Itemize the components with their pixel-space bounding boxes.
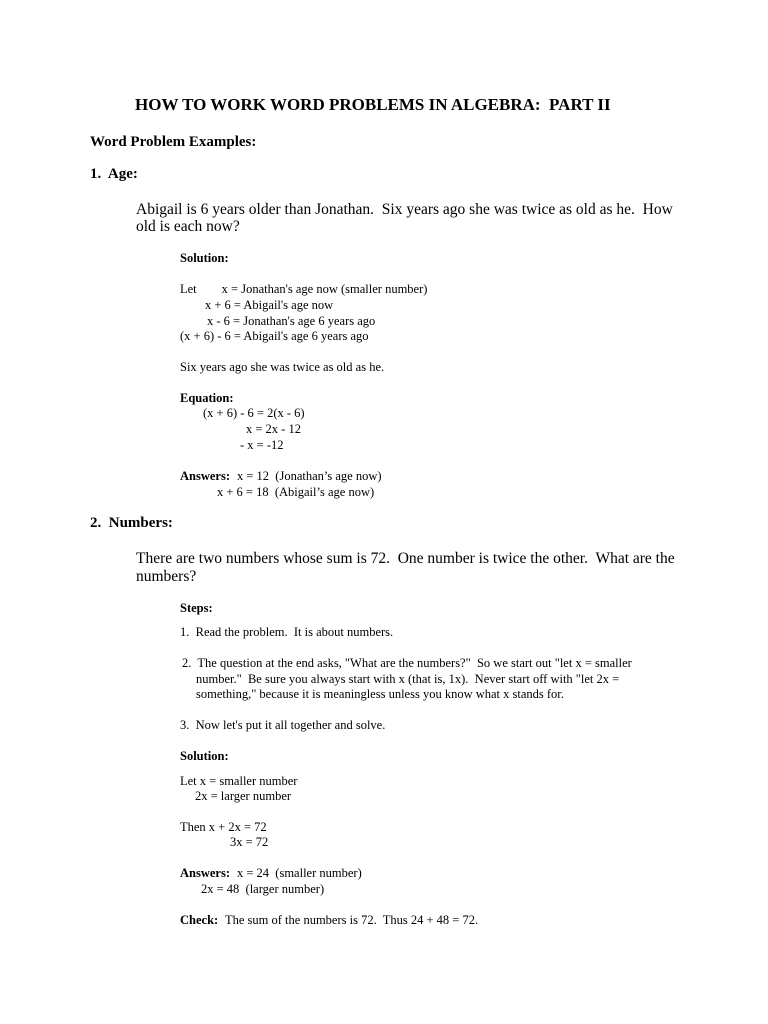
age-let-line-3: x - 6 = Jonathan's age 6 years ago: [207, 314, 376, 328]
section-numbers-heading: 2. Numbers:: [90, 515, 173, 531]
numbers-steps-label: Steps:: [180, 601, 213, 615]
numbers-answer-line-1: x = 24 (smaller number): [237, 866, 362, 880]
numbers-problem-line-2: numbers?: [136, 568, 197, 585]
step-2-line-1: 2. The question at the end asks, "What are the numbers?" So we start out "let x = smaller: [182, 656, 632, 670]
examples-heading: Word Problem Examples:: [90, 134, 257, 150]
age-answers-label: Answers:: [180, 469, 230, 483]
age-let-line-4: (x + 6) - 6 = Abigail's age 6 years ago: [180, 329, 369, 343]
numbers-let-line-1: Let x = smaller number: [180, 774, 298, 788]
age-equation-label: Equation:: [180, 391, 234, 405]
numbers-solution-label: Solution:: [180, 749, 229, 763]
numbers-then-line-1: Then x + 2x = 72: [180, 820, 267, 834]
age-let-line-1: Let x = Jonathan's age now (smaller number): [180, 282, 428, 296]
numbers-then-line-2: 3x = 72: [230, 835, 269, 849]
page-title: HOW TO WORK WORD PROBLEMS IN ALGEBRA: PART II: [135, 95, 611, 114]
numbers-check-label: Check:: [180, 913, 219, 927]
age-equation-line-2: x = 2x - 12: [246, 422, 301, 436]
numbers-let-line-2: 2x = larger number: [195, 789, 292, 803]
age-problem-line-2: old is each now?: [136, 218, 240, 235]
step-3: 3. Now let's put it all together and solve.: [180, 718, 386, 732]
numbers-answer-line-2: 2x = 48 (larger number): [201, 882, 325, 896]
age-statement: Six years ago she was twice as old as he.: [180, 360, 385, 374]
age-equation-line-1: (x + 6) - 6 = 2(x - 6): [203, 406, 305, 420]
age-equation-line-3: - x = -12: [240, 438, 284, 452]
age-solution-label: Solution:: [180, 251, 229, 265]
step-2-line-3: something," because it is meaningless unless you know what x stands for.: [196, 687, 564, 701]
section-age-heading: 1. Age:: [90, 166, 138, 182]
age-let-line-2: x + 6 = Abigail's age now: [205, 298, 334, 312]
numbers-check-text: The sum of the numbers is 72. Thus 24 + 48 = 72.: [225, 913, 479, 927]
step-1: 1. Read the problem. It is about numbers.: [180, 625, 394, 639]
numbers-problem-line-1: There are two numbers whose sum is 72. One number is twice the other. What are the: [136, 550, 675, 567]
age-answer-line-2: x + 6 = 18 (Abigail’s age now): [217, 485, 375, 499]
age-problem-line-1: Abigail is 6 years older than Jonathan. Six years ago she was twice as old as he. How: [136, 201, 673, 218]
step-2-line-2: number." Be sure you always start with x (that is, 1x). Never start off with "let 2x =: [196, 672, 620, 686]
age-answer-line-1: x = 12 (Jonathan’s age now): [237, 469, 382, 483]
numbers-answers-label: Answers:: [180, 866, 230, 880]
